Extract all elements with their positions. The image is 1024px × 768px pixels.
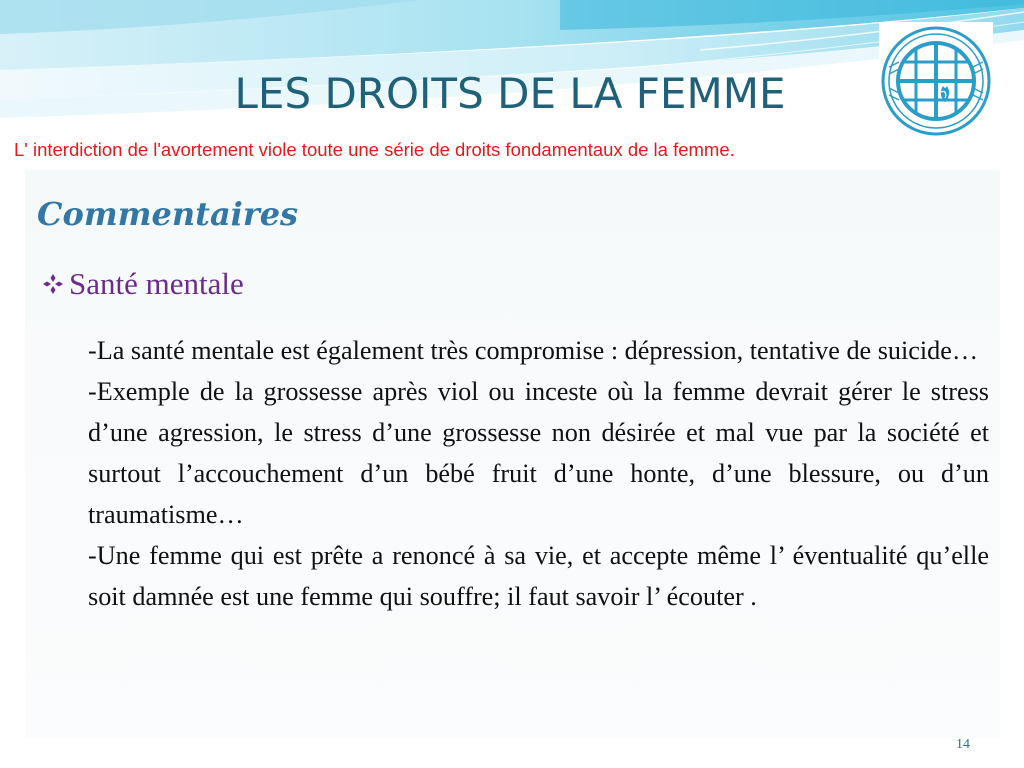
- bullet-item: [41, 262, 244, 306]
- paragraph-1: -La santé mentale est également très compromise : dépression, tentative de suicide…: [88, 336, 979, 365]
- slide-title-text: LES DROITS DE LA FEMME: [234, 69, 786, 118]
- bullet-text: Santé mentale: [69, 266, 244, 301]
- paragraph-3: -Une femme qui est prête a renoncé à sa vie, et accepte même l’ éventualité qu’elle soit damnée est une femme qui souffre; il faut savoir l’ écouter .: [88, 541, 989, 611]
- section-title: Commentaires: [37, 195, 299, 233]
- diamond-bullet-icon: [41, 272, 65, 296]
- slide-title: [0, 66, 1024, 122]
- body-text: [88, 330, 989, 617]
- page-number: 14: [956, 737, 970, 752]
- paragraph-2: -Exemple de la grossesse après viol ou inceste où la femme devrait gérer le stress d’une agression, le stress d’une grossesse non désirée et mal vue par la société et surtout l’accouchement d’un bébé fruit d’une honte, d’une blessure, ou d’un traumatisme…: [88, 377, 989, 529]
- slide-subtitle: L' interdiction de l'avortement viole toute une série de droits fondamentaux de la femme.: [14, 139, 735, 160]
